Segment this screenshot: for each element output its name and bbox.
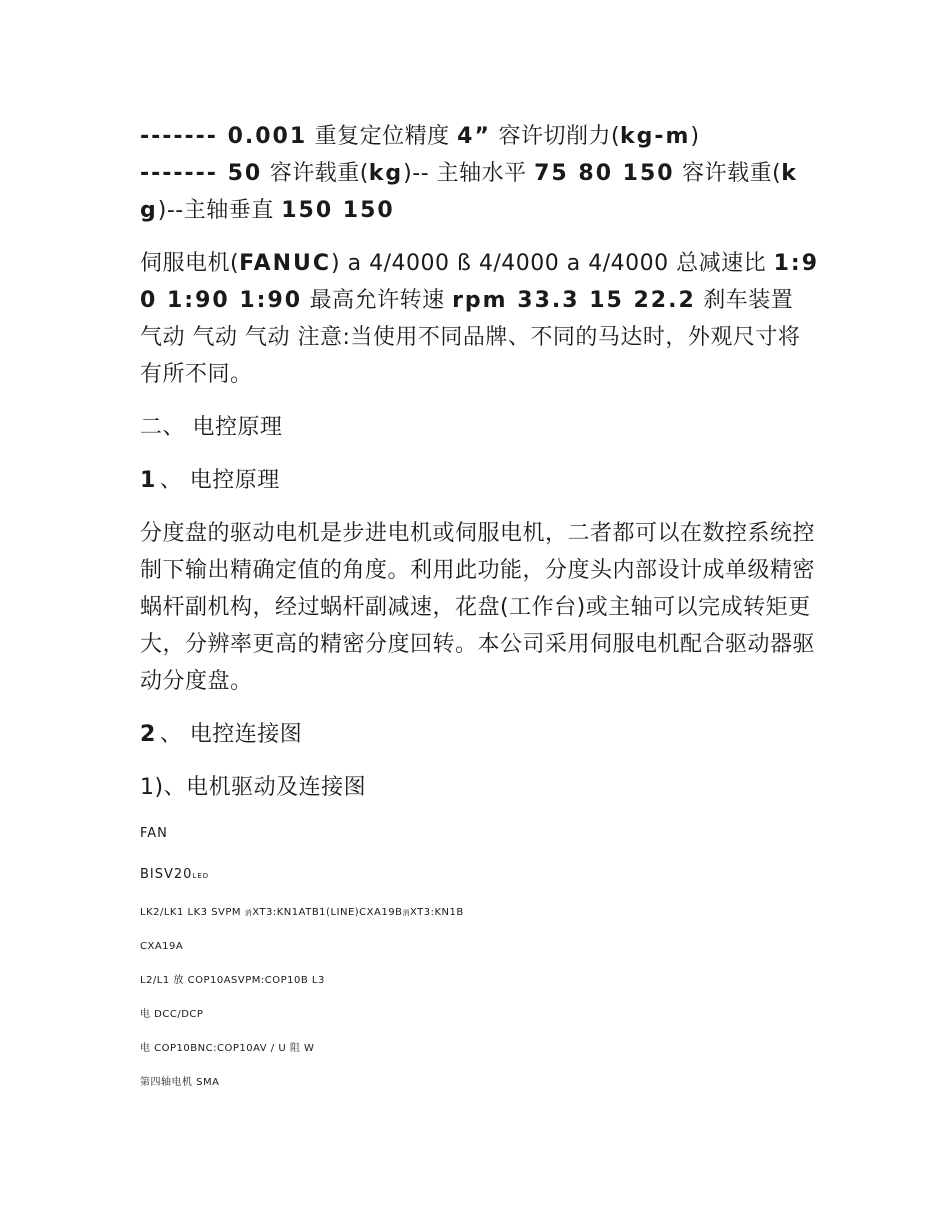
- label-text: BISV20: [140, 867, 193, 882]
- label-text: LK2/LK1 LK3 SVPM: [140, 907, 245, 918]
- spec-text: 容许载重(: [674, 161, 782, 186]
- subsection-heading-2: [140, 716, 820, 753]
- body-paragraph: 分度盘的驱动电机是步进电机或伺服电机，二者都可以在数控系统控制下输出精确定值的角度。利用此功能，分度头内部设计成单级精密蜗杆副机构，经过蜗杆副减速，花盘(工作台)或主轴可以完成转矩更大，分辨率更高的精密分度回转。本公司采用伺服电机配合驱动器驱动分度盘。: [140, 521, 816, 694]
- motor-text: 刹车装置 气动 气动 气动 注意:当使用不同品牌、不同的马达时，外观尺寸将有所不同。: [140, 288, 801, 387]
- diagram-label-l2: L2/L1 放 COP10ASVPM:COP10B L3: [140, 975, 325, 986]
- spec-text: )-- 主轴水平: [403, 161, 535, 186]
- subsection-heading-3: 1)、电机驱动及连接图: [140, 775, 367, 800]
- motor-paragraph: [140, 245, 820, 393]
- heading-number: 2: [140, 722, 156, 747]
- heading-text: 、 电控原理: [159, 468, 280, 493]
- motor-text: rpm 33.3 15 22.2: [452, 288, 696, 313]
- section-heading-2: 二、 电控原理: [140, 415, 283, 440]
- diagram-label-bisv: [140, 867, 820, 884]
- spec-text: ------- 0.001: [140, 124, 308, 149]
- diagram-label-dcc: 电 DCC/DCP: [140, 1009, 204, 1020]
- spec-text: ------- 50: [140, 161, 263, 186]
- spec-text: 75 80 150: [534, 161, 675, 186]
- spec-text: 容许载重(: [262, 161, 369, 186]
- motor-text: ) a 4/4000 ß 4/4000 a 4/4000 总减速比: [331, 251, 774, 276]
- heading-text: 、 电控连接图: [159, 722, 303, 747]
- spec-text: kg-m: [620, 124, 691, 149]
- diagram-label-axis4: 第四轴电机 SMA: [140, 1077, 220, 1088]
- spec-text: ): [690, 124, 700, 149]
- diagram-label-cxa: CXA19A: [140, 941, 184, 952]
- motor-text: 1:90 1:90 1:90: [140, 251, 820, 313]
- heading-number: 1: [140, 468, 156, 493]
- spec-text: kg: [140, 161, 798, 223]
- diagram-label-lk: [140, 906, 820, 920]
- spec-text: )--主轴垂直: [157, 198, 282, 223]
- spec-text: 4”: [457, 124, 491, 149]
- label-text: XT3:KN1ATB1(LINE)CXA19B: [252, 907, 403, 918]
- label-subscript: 消: [244, 909, 253, 917]
- label-subscript: 消: [402, 909, 410, 917]
- document-page: [140, 118, 820, 1090]
- spec-paragraph: [140, 118, 820, 229]
- motor-text: 最高允许转速: [302, 288, 453, 313]
- spec-text: 150 150: [281, 198, 395, 223]
- spec-text: kg: [368, 161, 404, 186]
- motor-text: FANUC: [239, 251, 332, 276]
- diagram-label-fan: FAN: [140, 826, 168, 841]
- motor-text: 伺服电机(: [140, 251, 240, 276]
- spec-text: 容许切削力(: [490, 124, 621, 149]
- label-text: XT3:KN1B: [409, 907, 464, 918]
- diagram-label-cop: 电 COP10BNC:COP10AV / U 阻 W: [140, 1043, 315, 1054]
- label-subscript: LED: [192, 872, 210, 880]
- subsection-heading-1: [140, 462, 820, 499]
- spec-text: 重复定位精度: [307, 124, 458, 149]
